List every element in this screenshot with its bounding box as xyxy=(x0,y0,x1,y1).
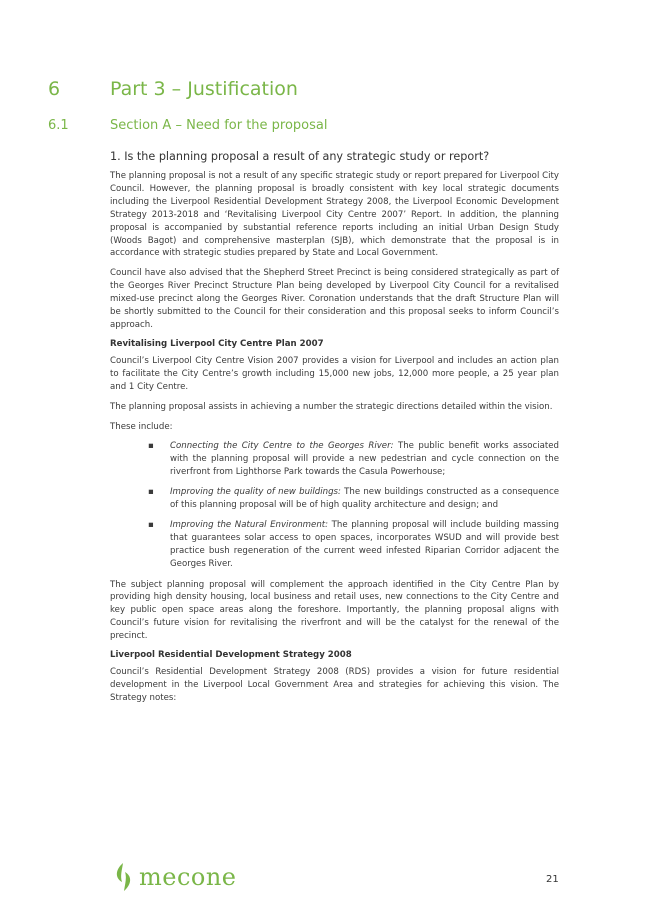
list-item-text: The new buildings constructed as a consequence of this planning proposal will be of high quality architecture and design; and xyxy=(170,487,560,511)
bullet-icon: ▪ xyxy=(148,487,154,498)
list-item xyxy=(110,440,559,479)
paragraph: The planning proposal is not a result of any specific strategic study or report prepared for Liverpool City Council. However, the planning proposal is broadly consistent with key local strategic documents including the Liverpool Residential Development Strategy 2008, the Liverpool Economic Development Strategy 2013-2018 and ‘Revitalising Liverpool City Centre 2007’ Report. In addition, the planning proposal is accompanied by substantial reference reports including an initial Urban Design Study (Woods Bagot) and comprehensive masterplan (SJB), which demonstrate that the proposal is in accordance with strategic studies prepared by State and Local Government. xyxy=(110,171,559,259)
paragraph: Council have also advised that the Shepherd Street Precinct is being considered strategically as part of the Georges River Precinct Structure Plan being developed by Liverpool City Council for a revitalised mixed-use precinct along the Georges River. Coronation understands that the draft Structure Plan will be shortly submitted to the Council for their consideration and this proposal seeks to inform Council’s approach. xyxy=(110,268,559,330)
list-item-text: The planning proposal will include building massing that guarantees solar access to open spaces, incorporates WSUD and will provide best practice bush regeneration of the current weed infested Riparian Corridor adjacent the Georges River. xyxy=(170,519,559,569)
mecone-logo xyxy=(112,861,237,893)
subheading-residential-strategy: Liverpool Residential Development Strategy 2008 xyxy=(110,650,352,661)
body-content xyxy=(110,150,559,712)
paragraph: These include: xyxy=(110,421,173,432)
list-item xyxy=(110,519,559,571)
subheading-city-centre-plan: Revitalising Liverpool City Centre Plan 2007 xyxy=(110,338,324,349)
bullet-icon: ▪ xyxy=(148,519,154,530)
page-number: 21 xyxy=(546,874,559,885)
logo-wordmark: mecone xyxy=(139,863,237,891)
subsection-title: Section A – Need for the proposal xyxy=(110,118,328,133)
paragraph: The planning proposal assists in achieving a number the strategic directions detailed within the vision. xyxy=(110,401,553,412)
bullet-icon: ▪ xyxy=(148,441,154,452)
paragraph: Council’s Liverpool City Centre Vision 2007 provides a vision for Liverpool and includes an action plan to facilitate the City Centre’s growth including 15,000 new jobs, 12,000 more people, a 25 year plan and 1 City Centre. xyxy=(110,355,559,392)
question-heading: 1. Is the planning proposal a result of any strategic study or report? xyxy=(110,150,490,163)
list-item-text: The public benefit works associated with the planning proposal will provide a new pedestrian and cycle connection on the riverfront from Lighthorse Park towards the Casula Powerhouse; xyxy=(170,441,560,478)
section-number: 6 xyxy=(48,78,61,100)
bullet-list xyxy=(110,440,559,570)
section-title: Part 3 – Justification xyxy=(110,78,298,100)
subsection-number: 6.1 xyxy=(48,118,69,133)
list-item-lead: Improving the quality of new buildings: xyxy=(170,487,341,498)
list-item xyxy=(110,486,559,512)
leaf-logo-icon xyxy=(112,862,134,892)
list-item-lead: Improving the Natural Environment: xyxy=(170,519,329,530)
paragraph: The subject planning proposal will complement the approach identified in the City Centre Plan by providing high density housing, local business and retail uses, new connections to the City Centre and key public open space areas along the foreshore. Importantly, the planning proposal aligns with Council’s future vision for revitalising the riverfront and will be the catalyst for the renewal of the precinct. xyxy=(110,579,559,642)
list-item-lead: Connecting the City Centre to the Georges River: xyxy=(170,441,394,452)
paragraph: Council’s Residential Development Strategy 2008 (RDS) provides a vision for future residential development in the Liverpool Local Government Area and strategies for achieving this vision. The Strategy notes: xyxy=(110,667,559,703)
